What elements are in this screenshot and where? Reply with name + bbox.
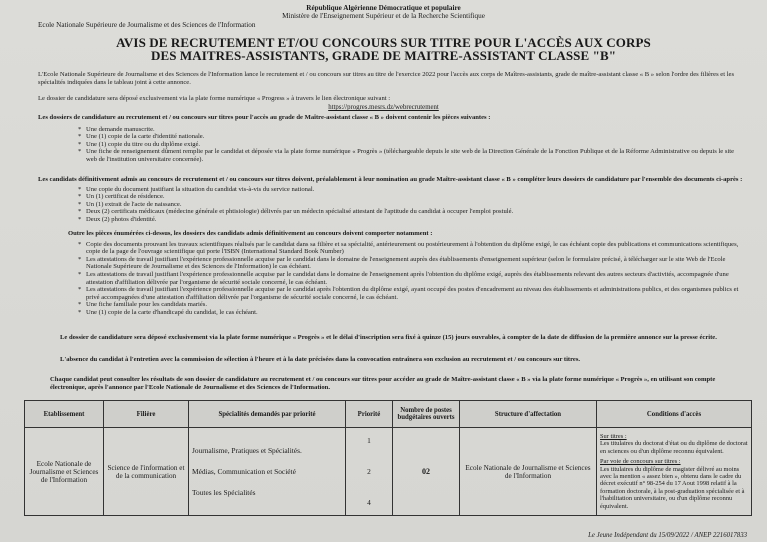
list-item: * Un (1) certificat de résidence. xyxy=(78,193,745,201)
col-filiere: Filière xyxy=(104,401,189,428)
newspaper-footer: Le Jeune Indépendant du 15/09/2022 / ANEP 2216017833 xyxy=(588,532,747,539)
table-row xyxy=(25,428,752,516)
positions-table xyxy=(24,400,752,516)
section-required-documents xyxy=(38,114,745,164)
list-item: * Deux (2) certificats médicaux (médecine générale et phtisiologie) délivrés par un médecin spécialisé attestant de l'aptitude du candidat à occuper l'emploi postulé. xyxy=(78,208,745,216)
specialty-item: Journalisme, Pratiques et Spécialités. xyxy=(192,446,302,455)
list-item: * Copie des documents prouvant les travaux scientifiques réalisés par le candidat dans sa filière et sa spécialité, antérieurement ou postérieurement à l'obtention du diplôme exigé, le cas échéant copie des publications et communications scientifiques, copie de la page de l'ouvrage scientifique qui porte l'ISBN (International Standard Book Number) xyxy=(78,241,745,256)
condition-sur-titre-text: Les titulaires du doctorat d'état ou du diplôme de doctorat en sciences ou d'un diplôme reconnu équivalent. xyxy=(600,440,748,455)
cell-postes: 02 xyxy=(393,428,460,516)
cell-etablissement: Ecole Nationale de Journalisme et Sciences de l'Information xyxy=(25,428,104,516)
list-item: * Les attestations de travail justifiant l'expérience professionnelle acquise par le candidat dans le domaine de l'enseignement auprès des établissements d'enseignement supérieur (selon le formulaire précisé, à télécharger sur le site Web de l'Ecole Nationale Supérieure de Journalisme et des Sciences de l'Information) le cas échéant. xyxy=(78,256,745,271)
col-etablissement: Etablissement xyxy=(25,401,104,428)
priority-value: 1 xyxy=(367,436,371,445)
col-conditions: Conditions d'accès xyxy=(597,401,752,428)
deposit-link[interactable]: https://progres.mesrs.dz/webrecrutement xyxy=(328,104,439,111)
list-item: * Les attestations de travail justifiant l'expérience professionnelle acquise par le candidat dans le domaine de l'enseignement après l'obtention du diplôme exigé, auprès des établissements relevant des autres secteurs d'activités, accompagnée d'une attestation d'affiliation délivrée par l'organisme de sécurité sociale concerné, le cas échéant. xyxy=(78,271,745,286)
table-header-row xyxy=(25,401,752,428)
list-item: * Une demande manuscrite. xyxy=(78,126,745,134)
condition-concours-text: Les titulaires du diplôme de magister délivré au moins avec la mention « assez bien », obtenu dans le cadre du décret exécutif n° 98-254 du 17 Aout 1998 relatif à la formation doctorale, à la post-graduation spécialisée et à l'habilitation universitaire, ou d'un diplôme reconnu équivalent. xyxy=(600,465,745,510)
section3-list xyxy=(78,241,745,317)
specialty-item: Médias, Communication et Société xyxy=(192,467,296,476)
section2-list xyxy=(78,186,745,224)
cell-conditions xyxy=(597,428,752,516)
list-item: * Une (1) copie de la carte d'handicapé du candidat, le cas échéant. xyxy=(78,309,745,317)
col-specialites: Spécialités demandés par priorité xyxy=(189,401,346,428)
list-item: * Un (1) extrait de l'acte de naissance. xyxy=(78,201,745,209)
ministry-header: Ministère de l'Enseignement Supérieur et de la Recherche Scientifique xyxy=(282,12,485,20)
notice-deposit-deadline: Le dossier de candidature sera déposé exclusivement via la plate forme numérique « Progrès » et le délai d'inscription sera fixé à quinze (15) jours ouvrables, à compter de la date de diffusion de la première annonce sur la presse écrite. xyxy=(60,334,717,341)
condition-concours-label: Par voie de concours sur titres : xyxy=(600,458,681,466)
deposit-text: Le dossier de candidature sera déposé exclusivement via la plate forme numérique « Progress » à travers le lien électronique suivant : xyxy=(38,95,391,102)
col-structure: Structure d'affectation xyxy=(460,401,597,428)
col-postes: Nombre de postes budgétaires ouverts xyxy=(393,401,460,428)
list-item: * Deux (2) photos d'identité. xyxy=(78,216,745,224)
notice-results: Chaque candidat peut consulter les résultats de son dossier de candidature au recrutement et / ou concours sur titres pour accéder au grade de Maître-assistant classe « B » via la plate forme numérique « Progrès », en utilisant son compte électronique, après l'annonce par l'Ecole Nationale de Journalisme et des Sciences de l'Information. xyxy=(50,376,716,391)
condition-sur-titre-label: Sur titres : xyxy=(600,432,627,440)
section-admitted-documents xyxy=(38,176,745,224)
title-line-2: DES MAITRES-ASSISTANTS, GRADE DE MAITRE-ASSISTANT CLASSE "B" xyxy=(150,48,617,63)
section2-heading: Les candidats définitivement admis au concours de recrutement et / ou concours sur titres doivent, préalablement à leur nomination au grade Maître-assistant classe « B » compléter leurs dossiers de candidature par l'ensemble des documents ci-après : xyxy=(38,176,743,183)
list-item: * Une copie du document justifiant la situation du candidat vis-à-vis du service national. xyxy=(78,186,745,194)
notice-absence: L'absence du candidat à l'entretien avec la commission de sélection à l'heure et à la date précisées dans la convocation entraînera son exclusion au recrutement et / ou concours sur titres. xyxy=(60,356,581,363)
list-item: * Une (1) copie du titre ou du diplôme exigé. xyxy=(78,141,745,149)
list-item: * Une fiche familiale pour les candidats mariés. xyxy=(78,301,745,309)
cell-filiere: Science de l'information et de la communication xyxy=(104,428,189,516)
priority-value: 2 xyxy=(367,467,371,476)
list-item: * Une (1) copie de la carte d'identité nationale. xyxy=(78,133,745,141)
specialty-item: Toutes les Spécialités xyxy=(192,488,256,497)
cell-structure: Ecole Nationale de Journalisme et Sciences de l'Information xyxy=(460,428,597,516)
section-additional-documents xyxy=(38,230,745,317)
section1-heading: Les dossiers de candidature au recrutement et / ou concours sur titres pour l'accès au grade de Maître-assistant classe « B » doivent contenir les pièces suivantes : xyxy=(38,114,491,121)
section3-heading: Outre les pièces énumérées ci-dessus, les dossiers des candidats admis définitivement au concours doivent comporter notamment : xyxy=(68,230,433,237)
cell-priorite xyxy=(346,428,393,516)
list-item: * Une fiche de renseignement dûment remplie par le candidat et déposée via la plate forme numérique « Progrès » (téléchargeable depuis le site web de la Direction Générale de la Fonction Publique et de la Réforme Administrative ou depuis le site web de l'institution universitaire concernée). xyxy=(78,148,745,163)
priority-value: 4 xyxy=(367,498,371,507)
cell-specialites xyxy=(189,428,346,516)
school-name: Ecole Nationale Supérieure de Journalisme et des Sciences de l'Information xyxy=(38,21,256,29)
announcement-title xyxy=(40,36,727,62)
list-item: * Les attestations de travail justifiant l'expérience professionnelle acquise par le candidat après l'obtention du diplôme exigé, ayant occupé des postes d'encadrement au niveau des établissements et administrations publics, et des organismes publics et privé accompagnées d'une attestation d'affiliation délivrée par l'organisme de sécurité sociale concerné, le cas échéant. xyxy=(78,286,745,301)
intro-paragraph: L'Ecole Nationale Supérieure de Journalisme et des Sciences de l'Information lance le recrutement et / ou concours sur titres au titre de l'exercice 2022 pour l'accès aux corps de Maîtres-assistants, grade de maître-assistant classe « B » selon l'ordre des filières et les spécialités indiquées dans le tableau joint à cette annonce. xyxy=(38,71,735,86)
col-priorite: Priorité xyxy=(346,401,393,428)
section1-list xyxy=(78,126,745,164)
republic-header: République Algérienne Démocratique et populaire xyxy=(306,4,461,12)
title-line-1: AVIS DE RECRUTEMENT ET/OU CONCOURS SUR TITRE POUR L'ACCÈS AUX CORPS xyxy=(116,35,651,50)
